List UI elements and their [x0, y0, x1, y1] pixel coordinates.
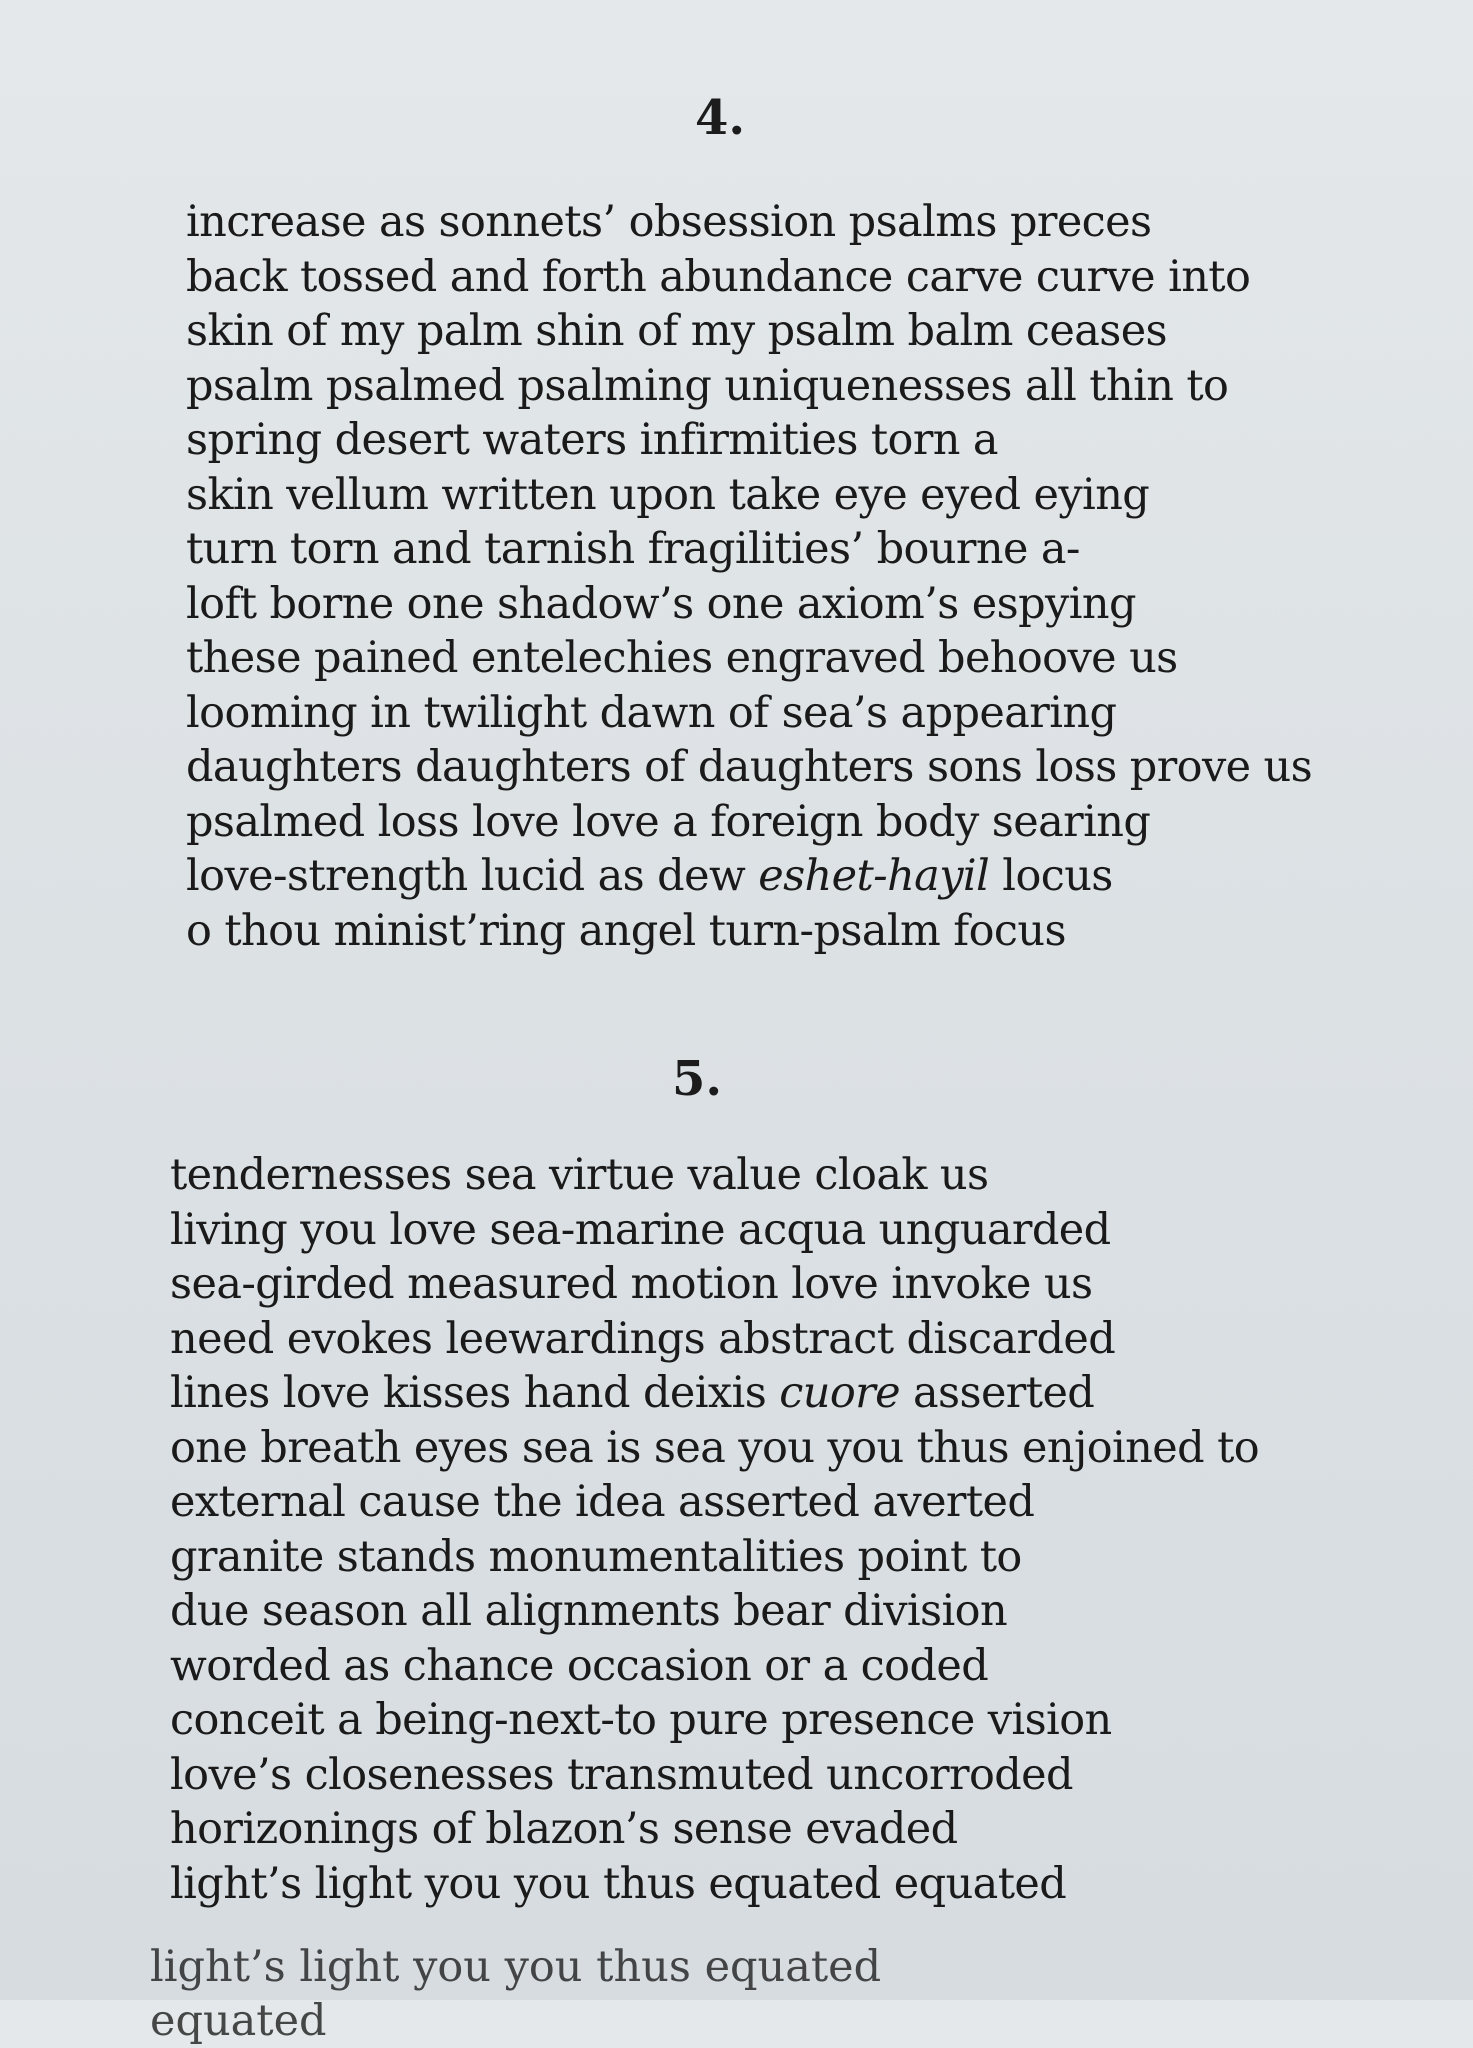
poem-line [186, 849, 1312, 904]
poem-line: back tossed and forth abundance carve curve into [186, 251, 1251, 302]
poem-line: worded as chance occasion or a coded [170, 1640, 989, 1691]
line-text: asserted [899, 1368, 1095, 1418]
bleed-line: light’s light you you thus equated equated [150, 1942, 882, 2046]
poem-line: looming in twilight dawn of sea’s appearing [186, 687, 1117, 738]
line-text: love-strength lucid as dew [186, 851, 759, 901]
poem-line: psalmed loss love love a foreign body searing [186, 796, 1151, 847]
poem-line: sea-girded measured motion love invoke us [170, 1259, 1093, 1309]
italic-phrase: eshet-hayil [758, 851, 990, 901]
line-text: lines love kisses hand deixis [170, 1368, 780, 1418]
poem-line: these pained entelechies engraved behoove us [186, 633, 1178, 683]
poem-line: light’s light you you thus equated equated [170, 1858, 1067, 1909]
poem-line: skin of my palm shin of my psalm balm ceases [186, 306, 1168, 356]
poem-line: psalm psalmed psalming uniquenesses all thin to [186, 360, 1229, 411]
poem-line: conceit a being-next-to pure presence vision [170, 1695, 1112, 1745]
poem-line: spring desert waters infirmities torn a [186, 415, 998, 465]
italic-phrase: cuore [779, 1368, 900, 1418]
poem-line: o thou minist’ring angel turn-psalm focus [186, 905, 1066, 956]
poem-section-4 [186, 195, 1312, 958]
poem-line: external cause the idea asserted averted [170, 1477, 1035, 1527]
poem-line: tendernesses sea virtue value cloak us [170, 1150, 989, 1200]
poem-line: daughters daughters of daughters sons loss prove us [186, 742, 1313, 792]
poem-line: increase as sonnets’ obsession psalms preces [186, 197, 1152, 247]
poem-line: granite stands monumentalities point to [170, 1531, 1022, 1582]
poem-line: love’s closenesses transmuted uncorroded [170, 1749, 1073, 1800]
poem-line: turn torn and tarnish fragilities’ bourne a- [186, 524, 1080, 574]
poem-line: loft borne one shadow’s one axiom’s espying [186, 578, 1136, 629]
poem-line [170, 1366, 1259, 1421]
poem-line: living you love sea-marine acqua unguarded [170, 1204, 1111, 1255]
poem-line: need evokes leewardings abstract discarded [170, 1313, 1116, 1364]
section-number-4: 4. [695, 90, 746, 146]
line-text: locus [989, 851, 1113, 901]
poem-line: due season all alignments bear division [170, 1586, 1008, 1636]
poem-line: horizonings of blazon’s sense evaded [170, 1804, 958, 1854]
poem-line: skin vellum written upon take eye eyed eying [186, 469, 1150, 520]
poem-line: one breath eyes sea is sea you you thus enjoined to [170, 1422, 1260, 1473]
poem-section-5 [170, 1148, 1259, 1911]
next-page-bleed-text [150, 1942, 1050, 2046]
section-number-5: 5. [672, 1051, 723, 1107]
